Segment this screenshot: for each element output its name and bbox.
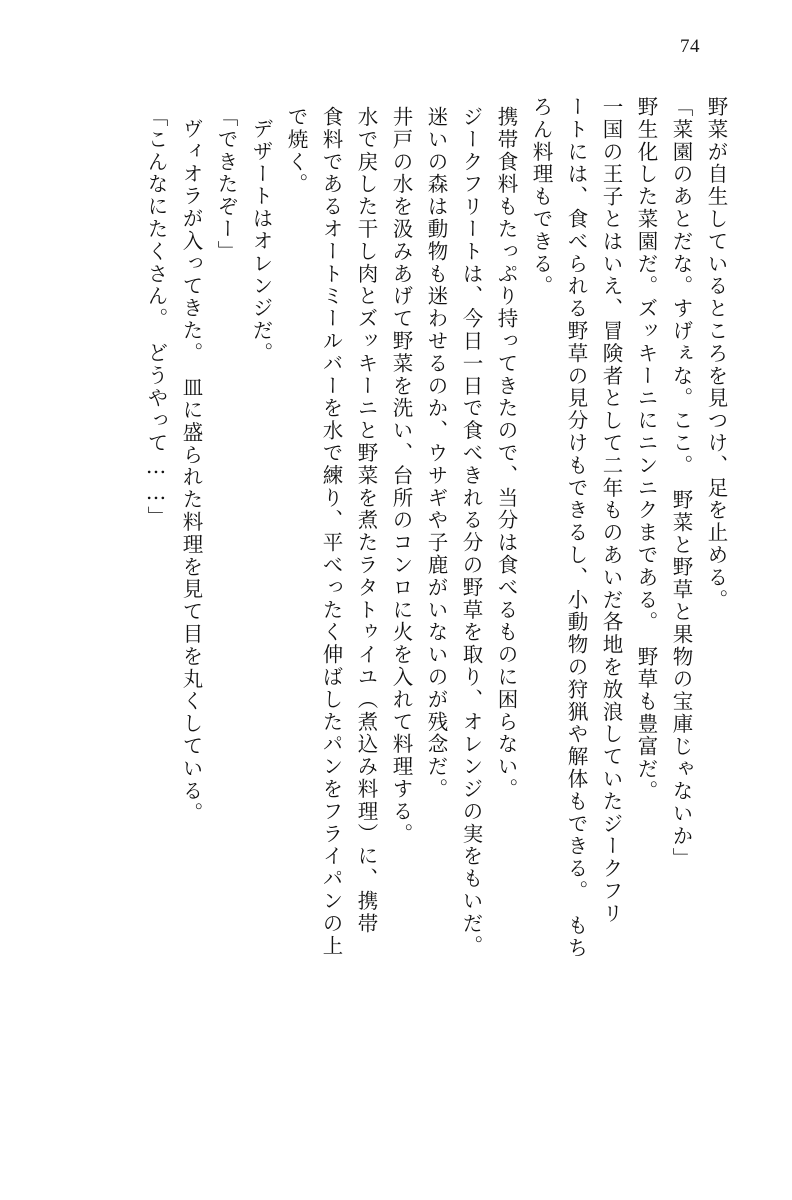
text-column: ートには、食べられる野草の見分けもできるし、小動物の狩猟や解体もできる。 もち [564, 96, 588, 960]
text-column: デザートはオレンジだ。 [249, 118, 273, 365]
text-column: 井戸の水を汲みあげて野菜を洗い、台所のコンロに火を入れて料理する。 [389, 106, 413, 846]
text-column: 迷いの森は動物も迷わせるのか、ウサギや子鹿がいないのが残念だ。 [424, 106, 448, 801]
text-column: 「菜園のあとだな。すげぇな。ここ。 野菜と野草と果物の宝庫じゃないか」 [669, 96, 693, 870]
text-column: で焼く。 [284, 106, 308, 196]
text-column: ヴィオラが入ってきた。 皿に盛られた料理を見て目を丸くしている。 [179, 118, 203, 825]
text-column: ろん料理もできる。 [529, 96, 553, 298]
text-column: 「できたぞー」 [214, 106, 238, 263]
vertical-text-body [40, 96, 726, 1152]
text-column: 野生化した菜園だ。ズッキーニにニンニクまである。 野草も豊富だ。 [634, 96, 658, 803]
text-column: 野菜が自生しているところを見つけ、足を止める。 [704, 96, 728, 612]
page-number: 74 [680, 36, 700, 57]
text-column: 携帯食料もたっぷり持ってきたので、当分は食べるものに困らない。 [494, 106, 518, 801]
text-column: 一国の王子とはいえ、冒険者として二年ものあいだ各地を放浪していたジークフリ [599, 96, 623, 925]
text-column: 水で戻した干し肉とズッキーニと野菜を煮たラタトゥイユ（煮込み料理）に、携帯 [354, 106, 378, 935]
text-column: 「こんなにたくさん。 どうやって……」 [144, 106, 168, 529]
text-column: 食料であるオートミールバーを水で練り、平べったく伸ばしたパンをフライパンの上 [319, 106, 343, 958]
text-column: ジークフリートは、今日一日で食べきれる分の野草を取り、オレンジの実をもいだ。 [459, 106, 483, 958]
